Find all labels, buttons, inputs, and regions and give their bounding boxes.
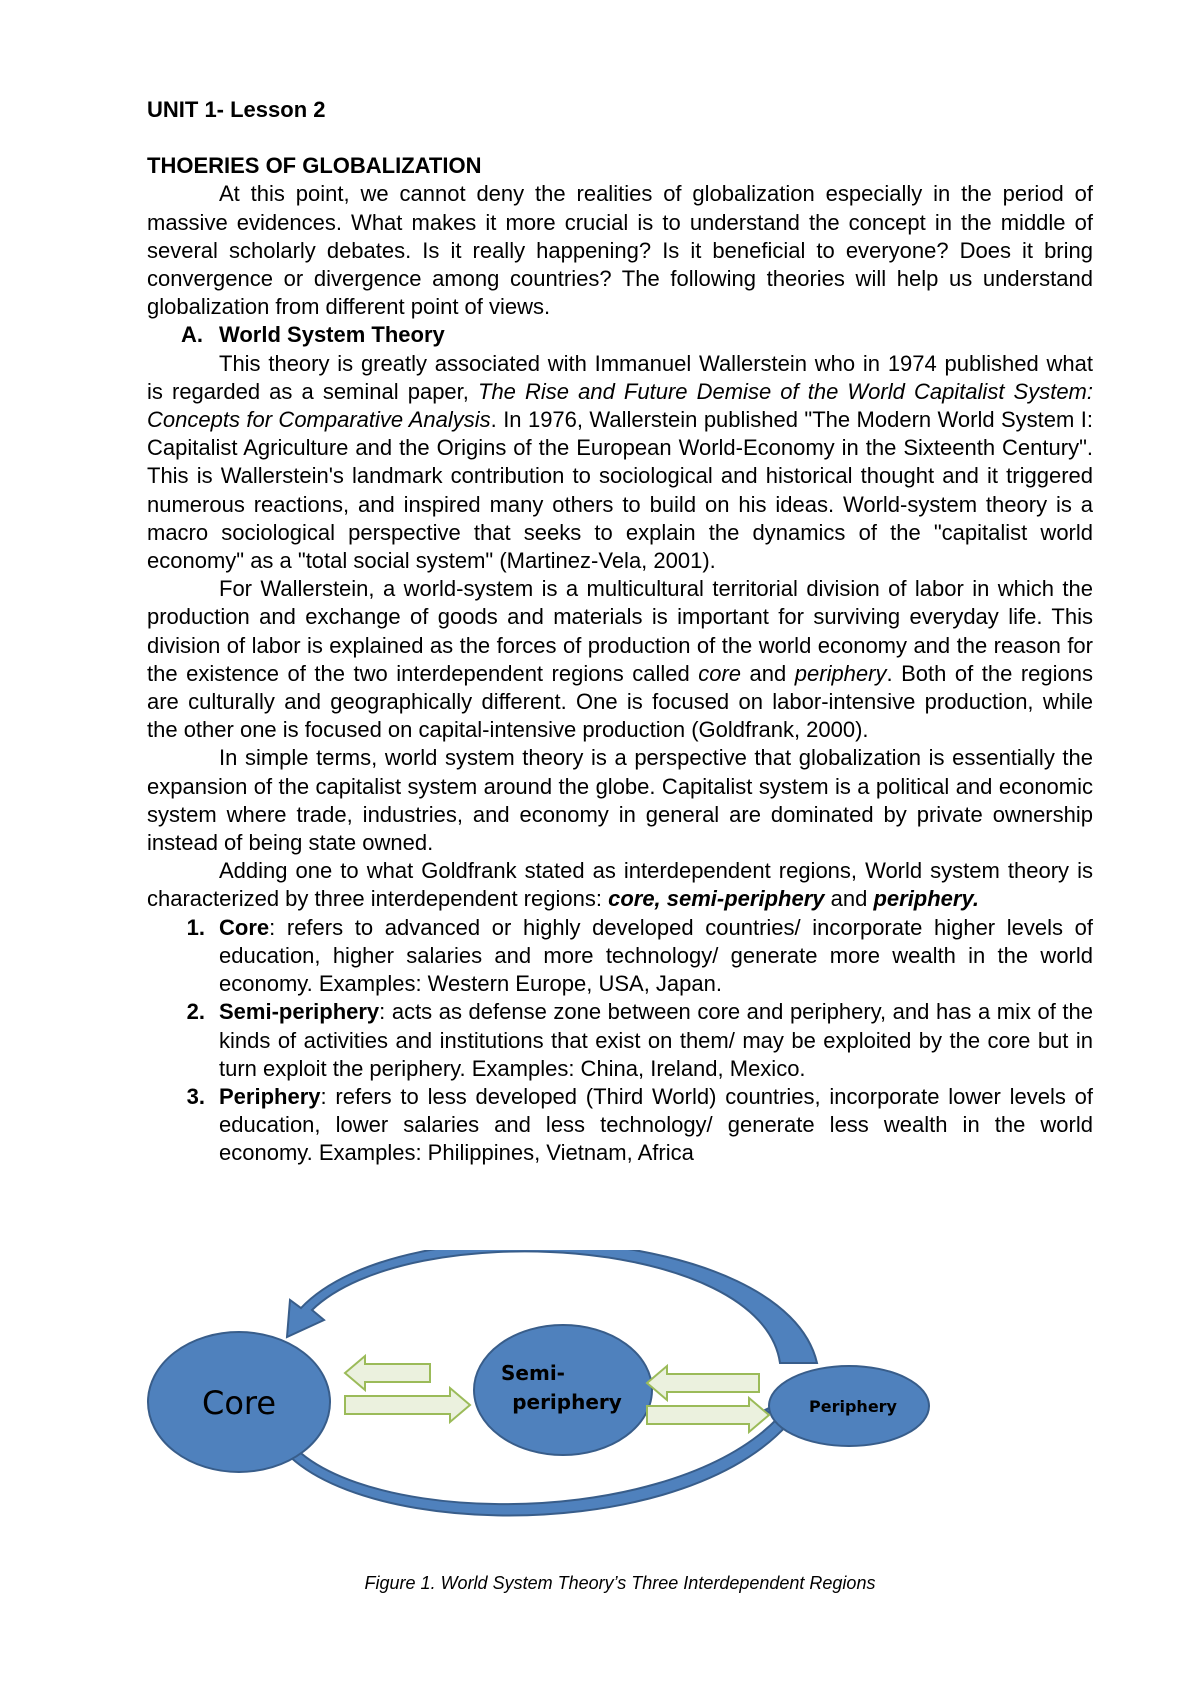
core-label: Core [201, 1384, 277, 1422]
list-term: Core [219, 914, 270, 940]
p1-text-a: This theory is greatly associated with Immanuel Wallerstein who in 1974 published what is regarded as a seminal paper, [147, 350, 1093, 404]
terms-periphery: periphery. [873, 886, 980, 912]
list-item [147, 1083, 1093, 1168]
paragraph-three-regions [147, 857, 1093, 913]
p1-text-b: . In 1976, Wallerstein published "The Modern World System I: Capitalist Agriculture and the Origins of the European World-Economy in the Sixteenth Century". This is Wallerstein's landmark contribution to sociological and historical thought and it triggered numerous reactions, and inspired many others to build on his ideas. World-system theory is a macro sociological perspective that seeks to explain the dynamics of the "capitalist world economy" as a "total social system" (Martinez-Vela, 2001). [147, 407, 1093, 574]
unit-title: UNIT 1- Lesson 2 [147, 97, 326, 122]
list-number: 1. [186, 914, 205, 940]
list-item [147, 914, 1093, 999]
list-body [219, 914, 1093, 999]
right-arrow-to-semi [345, 1388, 470, 1422]
document-body [147, 96, 1093, 1168]
list-term: Periphery [219, 1083, 321, 1109]
term-core: core [698, 660, 742, 686]
semi-periphery-label-2: periphery [512, 1390, 622, 1414]
right-arrow-to-periphery [647, 1398, 769, 1432]
list-text: : refers to less developed (Third World) countries, incorporate lower levels of education, lower salaries and less technology/ generate less wealth in the world economy. Examples: Philippines, Vietnam, Africa [219, 1083, 1093, 1166]
list-body [219, 1083, 1093, 1168]
list-body [219, 998, 1093, 1083]
periphery-label: Periphery [809, 1397, 897, 1416]
list-number: 3. [186, 1083, 205, 1109]
paragraph-division-of-labor [147, 575, 1093, 744]
intro-paragraph: At this point, we cannot deny the realities of globalization especially in the period of massive evidences. What makes it more crucial is to understand the concept in the middle of several scholarly debates. Is it really happening? Is it beneficial to everyone? Does it bring convergence or divergence among countries? The following theories will help us understand globalization from different point of views. [147, 181, 1093, 320]
paragraph-simple-terms: In simple terms, world system theory is a perspective that globalization is essentially the expansion of the capitalist system around the globe. Capitalist system is a political and economic system where trade, industries, and economy in general are dominated by private ownership instead of being state owned. [147, 745, 1093, 856]
world-system-figure [147, 1250, 1093, 1593]
regions-list [147, 914, 1093, 1168]
p2-and: and [741, 660, 795, 686]
p2-text-a: For Wallerstein, a world-system is a multicultural territorial division of labor in which the production and exchange of goods and materials is important for surviving everyday life. This division of labor is explained as the forces of production of the world economy and the reason for the existence of the two interdependent regions called [147, 576, 1093, 686]
terms-core-semi: core, semi-periphery [608, 886, 825, 912]
p4-and: and [824, 886, 874, 912]
list-text: : refers to advanced or highly developed countries/ incorporate higher levels of education, higher salaries and more technology/ generate more wealth in the world economy. Examples: Western Europe, USA, Japan. [219, 914, 1093, 997]
list-number: 2. [186, 999, 205, 1025]
paper-title: The Rise and Future Demise of the World Capitalist System: Concepts for Comparative Analysis [147, 378, 1093, 433]
list-text: : acts as defense zone between core and periphery, and has a mix of the kinds of activities and institutions that exist on them/ may be exploited by the core but in turn exploit the periphery. Examples: China, Ireland, Mexico. [219, 999, 1093, 1081]
paragraph-wallerstein [147, 350, 1093, 576]
left-arrow-to-core [345, 1356, 430, 1390]
p4-text-a: Adding one to what Goldfrank stated as interdependent regions, World system theory is characterized by three interdependent regions: [147, 858, 1093, 912]
semi-periphery-label-1: Semi- [501, 1361, 565, 1385]
figure-caption: Figure 1. World System Theory’s Three Interdependent Regions [364, 1573, 876, 1593]
list-term: Semi-periphery [219, 999, 380, 1025]
term-periphery: periphery [794, 660, 887, 686]
subsection-letter: A. [181, 322, 203, 348]
world-system-diagram [147, 1250, 1093, 1570]
p2-text-b: . Both of the regions are culturally and geographically different. One is focused on labor-intensive production, while the other one is focused on capital-intensive production (Goldfrank, 2000). [147, 660, 1093, 743]
subsection-title: World System Theory [219, 322, 445, 348]
list-item [147, 998, 1093, 1083]
left-arrow-to-semi [647, 1366, 759, 1400]
subsection-heading [147, 321, 1093, 349]
section-title: THOERIES OF GLOBALIZATION [147, 153, 482, 179]
